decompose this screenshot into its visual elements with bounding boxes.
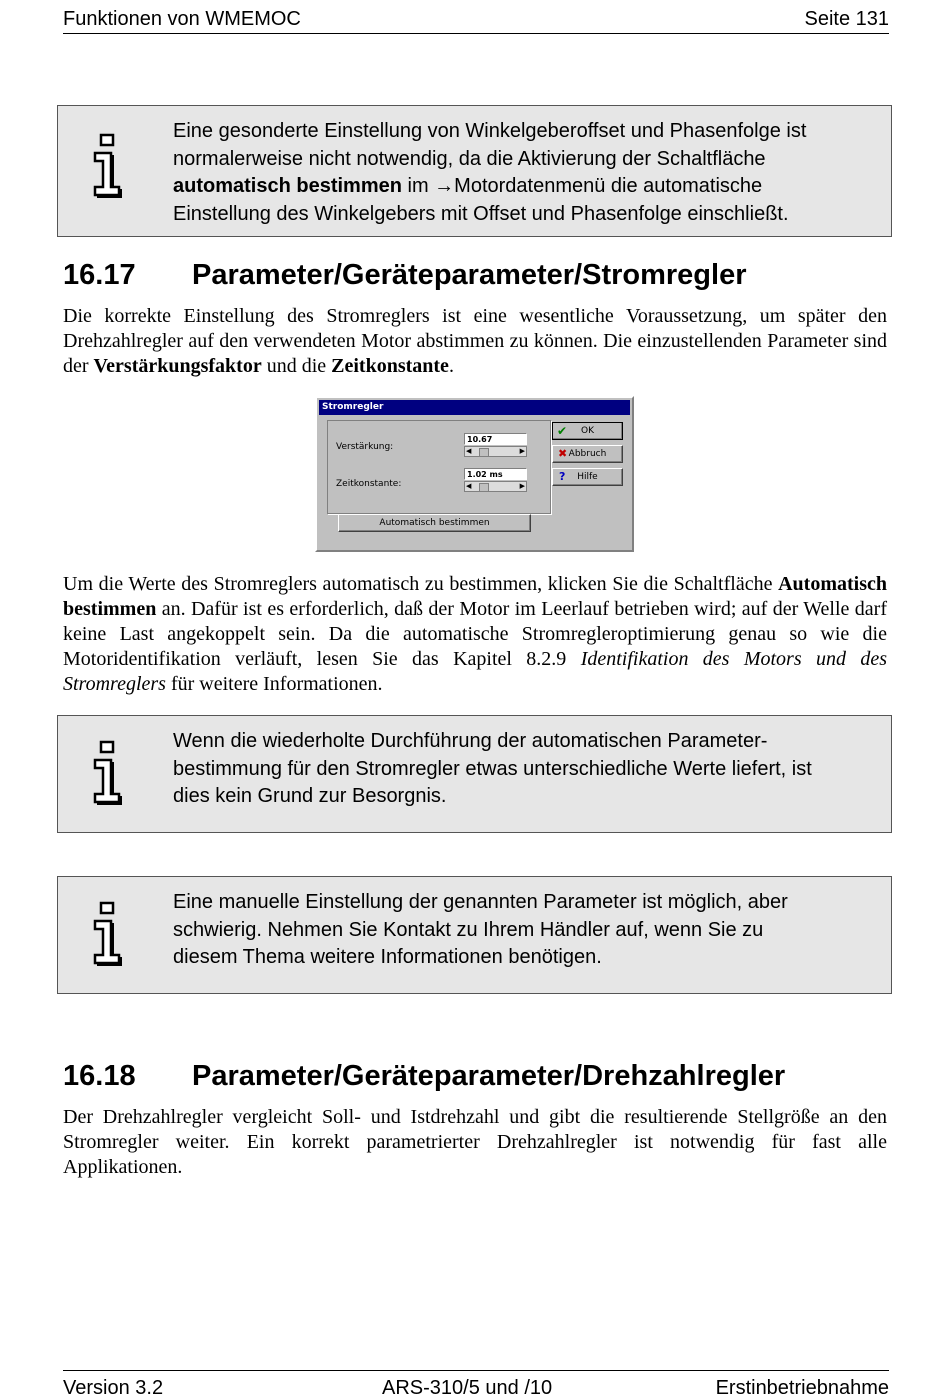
- section-heading-drehzahlregler: [63, 1060, 785, 1093]
- info-note-repeat: [57, 715, 892, 833]
- ok-button[interactable]: [552, 422, 623, 440]
- paragraph-stromregler-intro: Die korrekte Einstellung des Stromreglers ist eine wesentliche Voraussetzung, um später den Drehzahlregler auf den verwendeten Motor abstimmen zu können. Die einzustellenden Parameter sind der Verstärkungsfaktor und die Zeitkonstante.: [63, 305, 887, 377]
- scroll-thumb[interactable]: [479, 448, 489, 457]
- parameter-group: [327, 420, 551, 514]
- gain-input[interactable]: 10.67: [464, 433, 527, 445]
- dialog-title-bar: Stromregler: [319, 400, 630, 415]
- bold-term: Zeitkonstante: [331, 355, 449, 377]
- help-icon: ?: [559, 470, 566, 483]
- note-line: Wenn die wiederholte Durchführung der automatischen Parameter-: [173, 730, 768, 752]
- scroll-left-icon[interactable]: ◀: [466, 482, 472, 490]
- auto-determine-button[interactable]: Automatisch bestimmen: [338, 514, 531, 532]
- gain-label: Verstärkung:: [336, 442, 394, 452]
- page-footer: [63, 1370, 889, 1399]
- info-note-manual: [57, 876, 892, 994]
- help-label: Hilfe: [577, 472, 598, 482]
- note-line: Eine gesonderte Einstellung von Winkelgeberoffset und Phasenfolge ist: [173, 120, 807, 142]
- checkmark-icon: ✔: [557, 424, 568, 438]
- section-title: Parameter/Geräteparameter/Stromregler: [192, 259, 747, 291]
- bold-term: Automatisch bestimmen: [63, 573, 887, 620]
- gain-slider[interactable]: [464, 446, 527, 457]
- note-line: diesem Thema weitere Informationen benötigen.: [173, 946, 602, 968]
- note-line: Eine manuelle Einstellung der genannten Parameter ist möglich, aber: [173, 891, 788, 913]
- close-icon: ✖: [558, 447, 568, 460]
- time-constant-input[interactable]: 1.02 ms: [464, 468, 527, 480]
- chapter-reference: Identifikation des Motors und des Stromreglers: [63, 648, 888, 695]
- cancel-button[interactable]: [552, 445, 623, 463]
- scroll-right-icon[interactable]: ▶: [519, 447, 525, 455]
- note-line: normalerweise nicht notwendig, da die Aktivierung der Schaltfläche: [173, 147, 766, 170]
- header-page-number: Seite 131: [804, 8, 889, 30]
- header-title: Funktionen von WMEMOC: [63, 8, 301, 30]
- note-line: dies kein Grund zur Besorgnis.: [173, 785, 447, 807]
- time-constant-slider[interactable]: [464, 481, 527, 492]
- footer-chapter: Erstinbetriebnahme: [715, 1377, 889, 1399]
- section-title: Parameter/Geräteparameter/Drehzahlregler: [192, 1060, 786, 1092]
- footer-version: Version 3.2: [63, 1377, 164, 1399]
- help-button[interactable]: [552, 468, 623, 486]
- bold-term: automatisch bestimmen: [173, 175, 402, 197]
- scroll-left-icon[interactable]: ◀: [466, 447, 472, 455]
- scroll-thumb[interactable]: [479, 483, 489, 492]
- paragraph-automatic-determination: Um die Werte des Stromreglers automatisch zu bestimmen, klicken Sie die Schaltfläche Automatisch bestimmen an. Dafür ist es erforderlich, daß der Motor im Leerlauf betrieben wird; auf der Welle darf keine Last angekoppelt sein. Da die automatische Stromregleroptimierung genau so wie die Motoridentifikation verläuft, lesen Sie das Kapitel 8.2.9 Identifikation des Motors und des Stromreglers für weitere Informationen.: [63, 573, 888, 695]
- info-icon: [91, 901, 123, 967]
- bold-term: Verstärkungsfaktor: [93, 355, 262, 377]
- section-heading-stromregler: [63, 259, 747, 292]
- stromregler-dialog: [315, 396, 634, 552]
- info-icon: [91, 740, 123, 806]
- ok-label: OK: [581, 426, 594, 436]
- time-constant-label: Zeitkonstante:: [336, 479, 402, 489]
- footer-device: ARS-310/5 und /10: [382, 1377, 553, 1399]
- info-icon: [91, 133, 123, 199]
- cancel-label: Abbruch: [568, 449, 607, 459]
- note-line: automatisch bestimmen im →Motordatenmenü die automatische: [173, 175, 763, 197]
- note-line: schwierig. Nehmen Sie Kontakt zu Ihrem Händler auf, wenn Sie zu: [173, 918, 764, 941]
- section-number: 16.17: [63, 259, 136, 291]
- info-note-winkelgeber: [57, 105, 892, 237]
- note-line: Einstellung des Winkelgebers mit Offset und Phasenfolge einschließt.: [173, 202, 789, 225]
- page-header: [63, 6, 889, 34]
- scroll-right-icon[interactable]: ▶: [519, 482, 525, 490]
- paragraph-drehzahlregler-intro: Der Drehzahlregler vergleicht Soll- und Istdrehzahl und gibt die resultierende Stellgröße an den Stromregler weiter. Ein korrekt parametrierter Drehzahlregler ist notwendig für fast alle Applikationen.: [63, 1106, 887, 1178]
- note-line: bestimmung für den Stromregler etwas unterschiedliche Werte liefert, ist: [173, 757, 812, 780]
- section-number: 16.18: [63, 1060, 136, 1092]
